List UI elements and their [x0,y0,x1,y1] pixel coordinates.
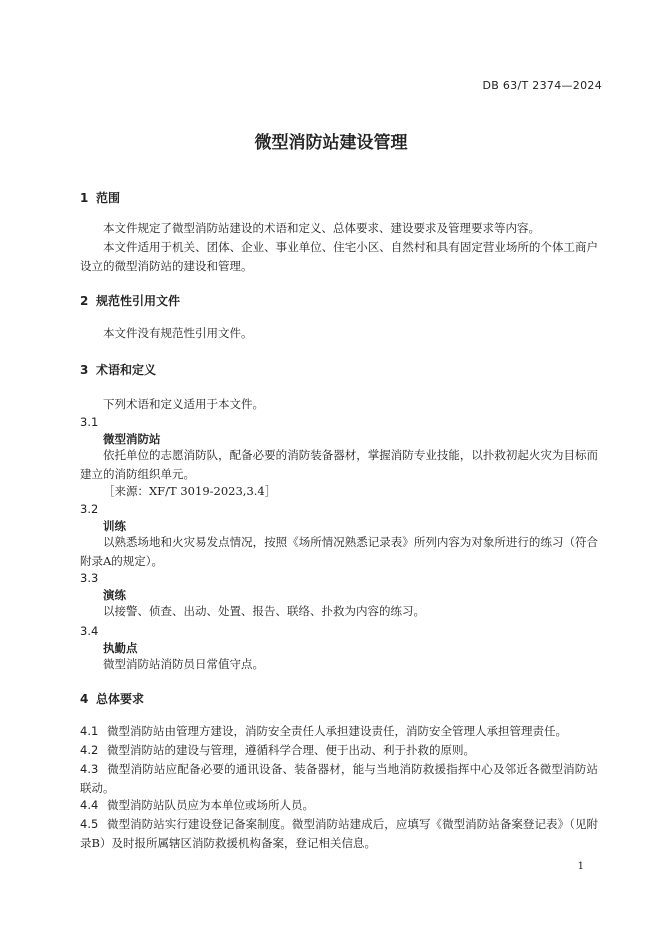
requirement-item [80,815,598,853]
requirement-item [80,722,598,741]
section-title: 规范性引用文件 [96,294,181,308]
section-heading-scope [80,189,120,206]
clause-text: 微型消防站实行建设登记备案制度。微型消防站建成后，应填写《微型消防站备案登记表》（见附录B）及时报所属辖区消防救援机构备案，登记相关信息。 [80,817,598,850]
section-heading-terms [80,361,156,378]
term-name: 训练 [103,519,126,533]
term-definition: 以熟悉场地和火灾易发点情况，按照《场所情况熟悉记录表》所列内容为对象所进行的练习（符合附录A的规定）。 [80,535,598,568]
clause-text: 微型消防站队员应为本单位或场所人员。 [107,798,314,812]
document-title: 微型消防站建设管理 [254,133,408,153]
term-definition: 微型消防站消防员日常值守点。 [103,657,264,671]
requirement-item [80,796,598,815]
section-title: 术语和定义 [96,363,157,377]
section-title: 总体要求 [96,692,145,706]
term-number: 3.4 [80,624,99,638]
paragraph: 本文件规定了微型消防站建设的术语和定义、总体要求、建设要求及管理要求等内容。 [103,221,540,235]
standard-code: DB 63/T 2374—2024 [482,79,602,92]
paragraph: 下列术语和定义适用于本文件。 [103,397,264,411]
page-number: 1 [577,861,584,872]
term-name: 执勤点 [103,641,138,655]
term-number: 3.1 [80,415,99,429]
term-name: 演练 [103,588,126,602]
paragraph: 本文件适用于机关、团体、企业、事业单位、住宅小区、自然村和具有固定营业场所的个体工商户设立的微型消防站的建设和管理。 [80,240,598,273]
clause-number: 4.3 [80,762,99,776]
term-definition: 依托单位的志愿消防队，配备必要的消防装备器材，掌握消防专业技能，以扑救初起火灾为目标而建立的消防组织单元。 [80,448,598,481]
paragraph: 本文件没有规范性引用文件。 [103,326,253,340]
requirement-item [80,760,598,798]
requirement-item [80,741,598,760]
clause-text: 微型消防站由管理方建设，消防安全责任人承担建设责任，消防安全管理人承担管理责任。 [107,724,567,738]
clause-number: 4.1 [80,724,99,738]
section-number: 1 [80,191,89,205]
clause-number: 4.4 [80,798,99,812]
section-title: 范围 [96,191,121,205]
clause-text: 微型消防站应配备必要的通讯设备、装备器材，能与当地消防救援指挥中心及邻近各微型消防站联动。 [80,762,598,795]
section-heading-general [80,690,144,707]
clause-number: 4.5 [80,817,99,831]
term-name: 微型消防站 [103,432,161,446]
section-number: 4 [80,692,89,706]
term-definition: 以接警、侦查、出动、处置、报告、联络、扑救为内容的练习。 [103,604,425,618]
clause-number: 4.2 [80,743,99,757]
clause-text: 微型消防站的建设与管理，遵循科学合理、便于出动、利于扑救的原则。 [107,743,475,757]
term-number: 3.3 [80,571,99,585]
section-number: 2 [80,294,89,308]
term-source: ［来源：XF/T 3019-2023,3.4］ [103,484,277,498]
term-number: 3.2 [80,502,99,516]
section-heading-normative [80,292,180,309]
section-number: 3 [80,363,89,377]
